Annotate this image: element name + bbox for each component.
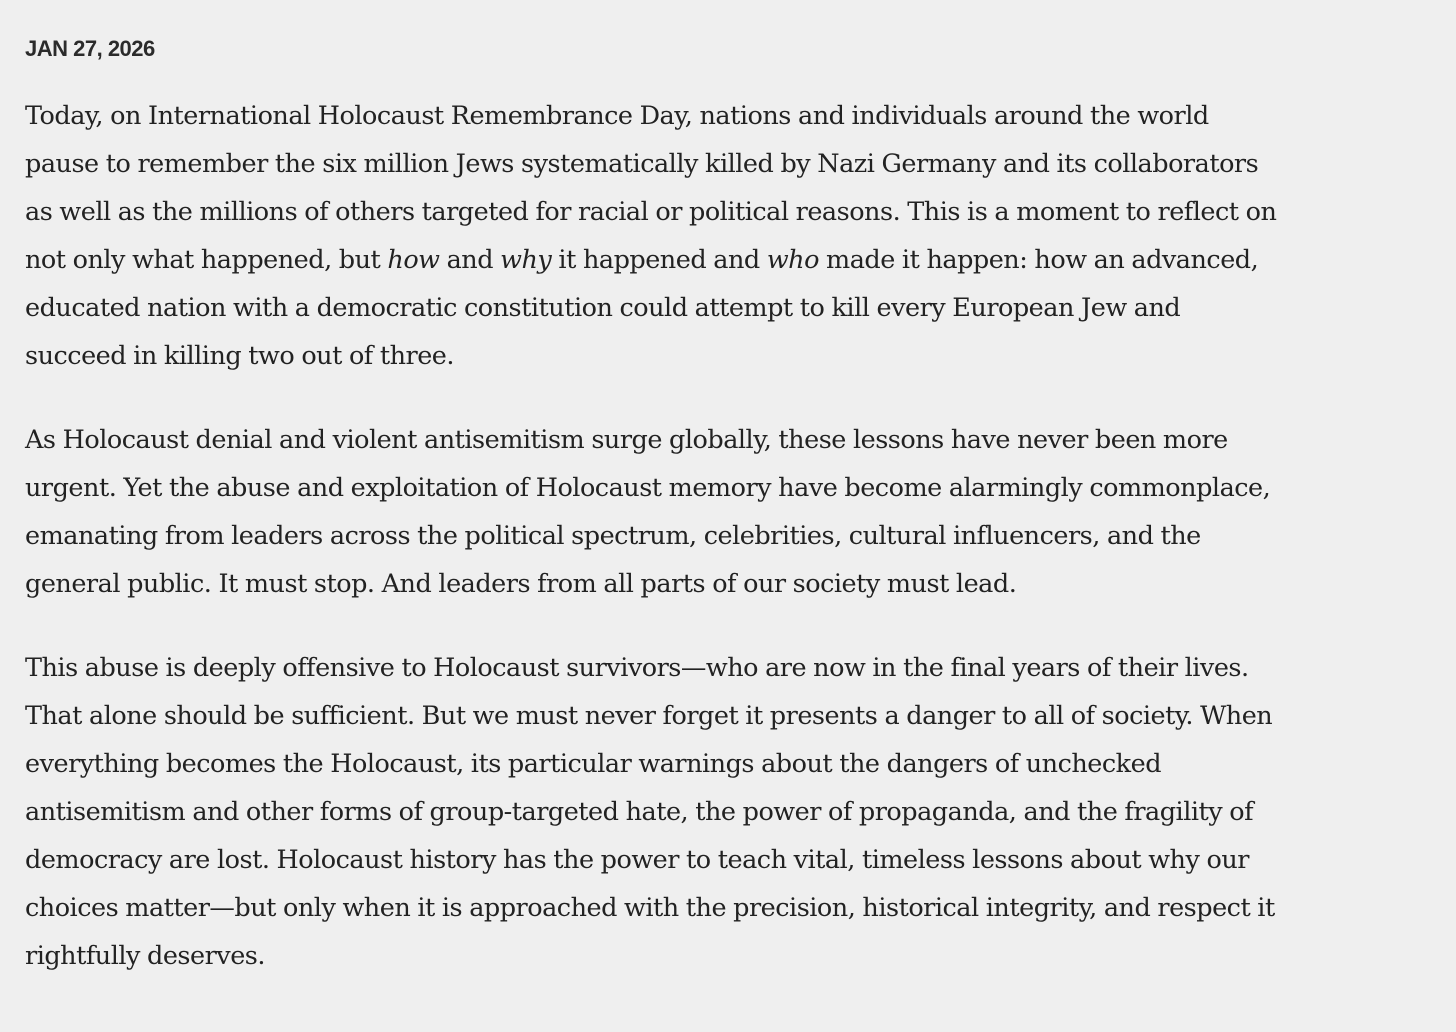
- text-line: pause to remember the six million Jews systematically killed by Nazi Germany and its collaborators: [25, 149, 1259, 179]
- text-line: antisemitism and other forms of group-targeted hate, the power of propaganda, and the fragility of: [25, 797, 1254, 827]
- text-line: democracy are lost. Holocaust history has the power to teach vital, timeless lessons about why our: [25, 845, 1249, 875]
- paragraph-2: [25, 416, 1425, 608]
- text-line: This abuse is deeply offensive to Holocaust survivors—who are now in the final years of their lives.: [25, 653, 1249, 683]
- emphasis-who: who: [766, 245, 819, 275]
- emphasis-how: how: [387, 245, 440, 275]
- text-line: rightfully deserves.: [25, 941, 265, 971]
- text-line: urgent. Yet the abuse and exploitation of Holocaust memory have become alarmingly commonplace,: [25, 473, 1271, 503]
- text-line: everything becomes the Holocaust, its particular warnings about the dangers of unchecked: [25, 749, 1162, 779]
- paragraph-3: [25, 644, 1425, 980]
- text-line: emanating from leaders across the political spectrum, celebrities, cultural influencers, and the: [25, 521, 1201, 551]
- article-body: [25, 32, 1425, 1016]
- text-line: Today, on International Holocaust Remembrance Day, nations and individuals around the world: [25, 101, 1209, 131]
- text-line: That alone should be sufficient. But we must never forget it presents a danger to all of society. When: [25, 701, 1273, 731]
- paragraph-1: [25, 92, 1425, 380]
- emphasis-why: why: [500, 245, 552, 275]
- text-line: succeed in killing two out of three.: [25, 341, 454, 371]
- text-line: As Holocaust denial and violent antisemitism surge globally, these lessons have never been more: [25, 425, 1228, 455]
- text-line: choices matter—but only when it is approached with the precision, historical integrity, and respect it: [25, 893, 1275, 923]
- text-line: as well as the millions of others targeted for racial or political reasons. This is a moment to reflect on: [25, 197, 1277, 227]
- post-date: JAN 27, 2026: [25, 36, 155, 61]
- text-line: educated nation with a democratic constitution could attempt to kill every European Jew and: [25, 293, 1181, 323]
- text-line: not only what happened, but how and why it happened and who made it happen: how an advanced,: [25, 245, 1259, 275]
- text-line: general public. It must stop. And leaders from all parts of our society must lead.: [25, 569, 1017, 599]
